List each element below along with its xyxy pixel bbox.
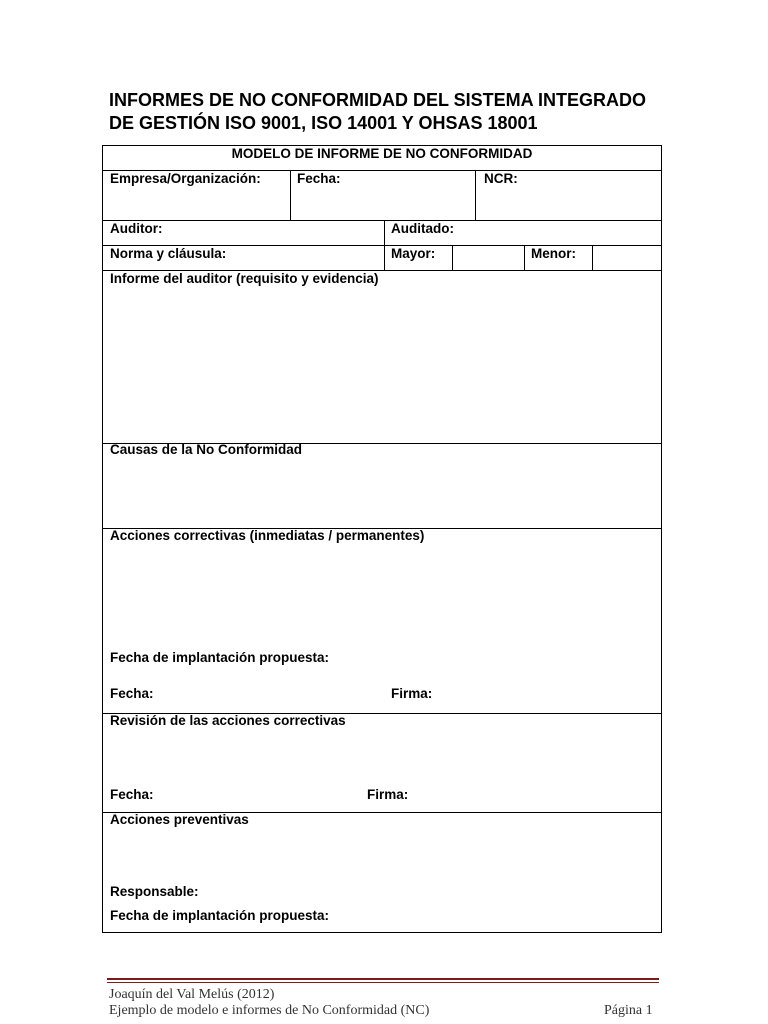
menor-label: Menor: xyxy=(531,246,576,261)
ncr-field[interactable] xyxy=(476,188,661,219)
revision-field[interactable] xyxy=(104,731,660,781)
causas-field[interactable] xyxy=(104,460,660,526)
footer-rule xyxy=(107,978,659,980)
responsable-label: Responsable: xyxy=(110,884,199,899)
title-line-2: DE GESTIÓN ISO 9001, ISO 14001 Y OHSAS 18001 xyxy=(109,113,538,133)
form-heading: MODELO DE INFORME DE NO CONFORMIDAD xyxy=(231,146,533,161)
firma-correctivas-label: Firma: xyxy=(391,686,433,701)
informe-label: Informe del auditor (requisito y evidencia) xyxy=(110,271,379,286)
nc-report-form xyxy=(102,145,662,933)
auditor-label: Auditor: xyxy=(110,221,163,236)
footer-rule xyxy=(107,982,659,983)
menor-checkbox[interactable] xyxy=(593,246,661,269)
firma-revision-label: Firma: xyxy=(367,787,409,802)
footer-author: Joaquín del Val Melús (2012) xyxy=(109,987,275,1002)
fecha-revision-label: Fecha: xyxy=(110,787,154,802)
acciones-preventivas-label: Acciones preventivas xyxy=(110,812,249,827)
fecha-label: Fecha: xyxy=(297,171,341,186)
row-divider xyxy=(103,220,661,221)
causas-label: Causas de la No Conformidad xyxy=(110,442,303,457)
empresa-label: Empresa/Organización: xyxy=(110,171,261,186)
norma-label: Norma y cláusula: xyxy=(110,246,227,261)
column-divider xyxy=(384,220,385,270)
fecha-implantacion-preventivas-label: Fecha de implantación propuesta: xyxy=(110,908,330,923)
fecha-field[interactable] xyxy=(291,188,474,219)
footer-page-number: Página 1 xyxy=(604,1003,653,1018)
fecha-correctivas-label: Fecha: xyxy=(110,686,154,701)
document-title xyxy=(109,89,709,135)
column-divider xyxy=(524,245,525,270)
informe-field[interactable] xyxy=(104,289,660,441)
mayor-label: Mayor: xyxy=(391,246,436,261)
empresa-field[interactable] xyxy=(104,188,289,219)
footer-description: Ejemplo de modelo e informes de No Conformidad (NC) xyxy=(109,1003,430,1018)
acciones-preventivas-field[interactable] xyxy=(104,830,660,880)
acciones-correctivas-label: Acciones correctivas (inmediatas / permanentes) xyxy=(110,528,425,543)
ncr-label: NCR: xyxy=(484,171,518,186)
mayor-checkbox[interactable] xyxy=(453,246,523,269)
acciones-correctivas-field[interactable] xyxy=(104,546,660,646)
fecha-implantacion-label: Fecha de implantación propuesta: xyxy=(110,650,330,665)
title-line-1: INFORMES DE NO CONFORMIDAD DEL SISTEMA INTEGRADO xyxy=(109,90,647,110)
revision-label: Revisión de las acciones correctivas xyxy=(110,713,346,728)
auditado-label: Auditado: xyxy=(391,221,454,236)
